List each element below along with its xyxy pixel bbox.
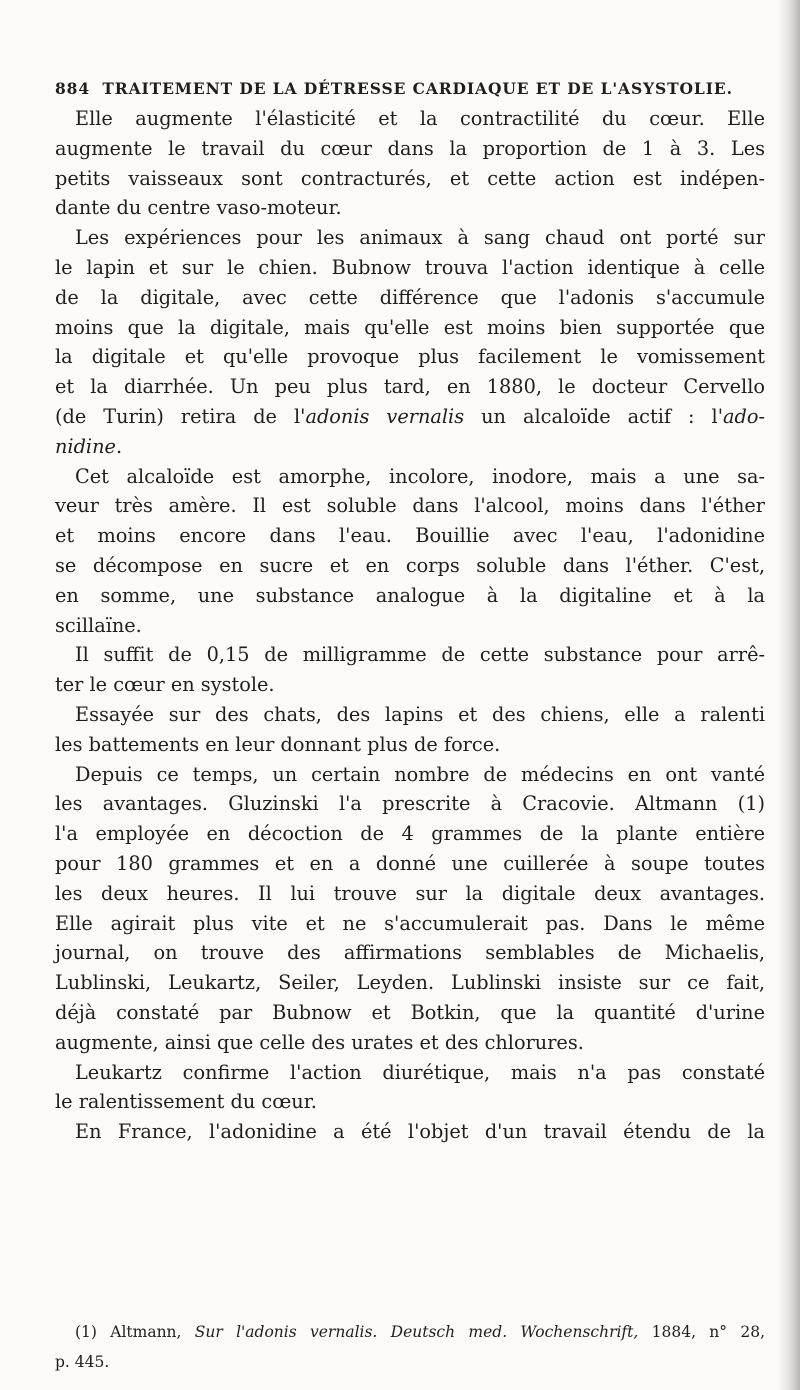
text-line: Depuis ce temps, un certain nombre de médecins en ont vanté bbox=[75, 762, 765, 786]
running-header bbox=[55, 79, 765, 98]
text-line: les deux heures. Il lui trouve sur la digitale deux avantages. bbox=[55, 881, 765, 905]
text-line: Lublinski, Leukartz, Seiler, Leyden. Lublinski insiste sur ce fait, bbox=[55, 971, 765, 995]
text-line: en somme, une substance analogue à la digitaline et à la bbox=[55, 583, 765, 607]
text-line: Elle agirait plus vite et ne s'accumulerait pas. Dans le même bbox=[55, 911, 765, 935]
text-line: scillaïne. bbox=[55, 613, 142, 637]
text-line: déjà constaté par Bubnow et Botkin, que la quantité d'urine bbox=[55, 1000, 765, 1024]
text-line: dante du centre vaso-moteur. bbox=[55, 196, 342, 220]
text-line: Les expériences pour les animaux à sang chaud ont porté sur bbox=[75, 226, 765, 250]
text-line: Elle augmente l'élasticité et la contractilité du cœur. Elle bbox=[75, 107, 765, 130]
text-line: Il suffit de 0,15 de milligramme de cette substance pour arrê- bbox=[75, 643, 765, 667]
italic-term: adonis vernalis bbox=[305, 404, 465, 428]
text-line: se décompose en sucre et en corps soluble dans l'éther. C'est, bbox=[55, 553, 765, 577]
text-line: les battements en leur donnant plus de force. bbox=[55, 732, 501, 756]
text-line: Cet alcaloïde est amorphe, incolore, inodore, mais a une sa- bbox=[75, 464, 765, 488]
footnote bbox=[55, 1323, 765, 1373]
page-edge-shadow bbox=[778, 0, 800, 1390]
text-segment: . bbox=[115, 434, 123, 458]
text-segment: un alcaloïde actif : l' bbox=[464, 404, 724, 428]
italic-term: ado- bbox=[723, 404, 765, 428]
text-line: Leukartz confirme l'action diurétique, mais n'a pas constaté bbox=[75, 1060, 765, 1084]
text-line: veur très amère. Il est soluble dans l'alcool, moins dans l'éther bbox=[55, 494, 765, 518]
italic-term: nidine bbox=[55, 434, 116, 458]
text-line: et la diarrhée. Un peu plus tard, en 1880, le docteur Cervello bbox=[55, 375, 765, 399]
body-text bbox=[55, 104, 765, 1147]
running-title: TRAITEMENT DE LA DÉTRESSE CARDIAQUE ET DE L'ASYSTOLIE. bbox=[102, 79, 733, 98]
text-line: ter le cœur en systole. bbox=[55, 673, 275, 697]
footnote-line bbox=[55, 1322, 765, 1343]
text-line: le ralentissement du cœur. bbox=[55, 1090, 317, 1114]
footnote-ref: 1884, n° 28, bbox=[638, 1323, 765, 1341]
text-line bbox=[55, 402, 765, 432]
text-line: les avantages. Gluzinski l'a prescrite à Cracovie. Altmann (1) bbox=[55, 792, 765, 816]
text-line: augmente, ainsi que celle des urates et des chlorures. bbox=[55, 1030, 584, 1054]
text-segment: (de Turin) retira de l' bbox=[55, 404, 306, 428]
text-line: Essayée sur des chats, des lapins et des chiens, elle a ralenti bbox=[75, 702, 765, 726]
text-line: le lapin et sur le chien. Bubnow trouva l'action identique à celle bbox=[55, 255, 765, 279]
text-line: de la digitale, avec cette différence que l'adonis s'accumule bbox=[55, 285, 765, 309]
text-line: pour 180 grammes et en a donné une cuillerée à soupe toutes bbox=[55, 851, 765, 875]
text-line bbox=[55, 432, 765, 462]
text-line: augmente le travail du cœur dans la proportion de 1 à 3. Les bbox=[55, 136, 765, 160]
text-line: petits vaisseaux sont contracturés, et cette action est indépen- bbox=[55, 166, 765, 190]
text-line: l'a employée en décoction de 4 grammes de la plante entière bbox=[55, 822, 765, 846]
footnote-marker: (1) Altmann, bbox=[75, 1323, 195, 1341]
text-line: journal, on trouve des affirmations semblables de Michaelis, bbox=[55, 941, 765, 965]
text-line: la digitale et qu'elle provoque plus facilement le vomissement bbox=[55, 345, 765, 369]
footnote-title: Sur l'adonis vernalis. Deutsch med. Wochenschrift, bbox=[194, 1323, 639, 1341]
page-number: 884 bbox=[55, 79, 91, 98]
text-line: En France, l'adonidine a été l'objet d'un travail étendu de la bbox=[75, 1120, 765, 1144]
text-line: et moins encore dans l'eau. Bouillie avec l'eau, l'adonidine bbox=[55, 524, 765, 548]
text-line: moins que la digitale, mais qu'elle est moins bien supportée que bbox=[55, 315, 765, 339]
footnote-pages: p. 445. bbox=[55, 1353, 110, 1371]
